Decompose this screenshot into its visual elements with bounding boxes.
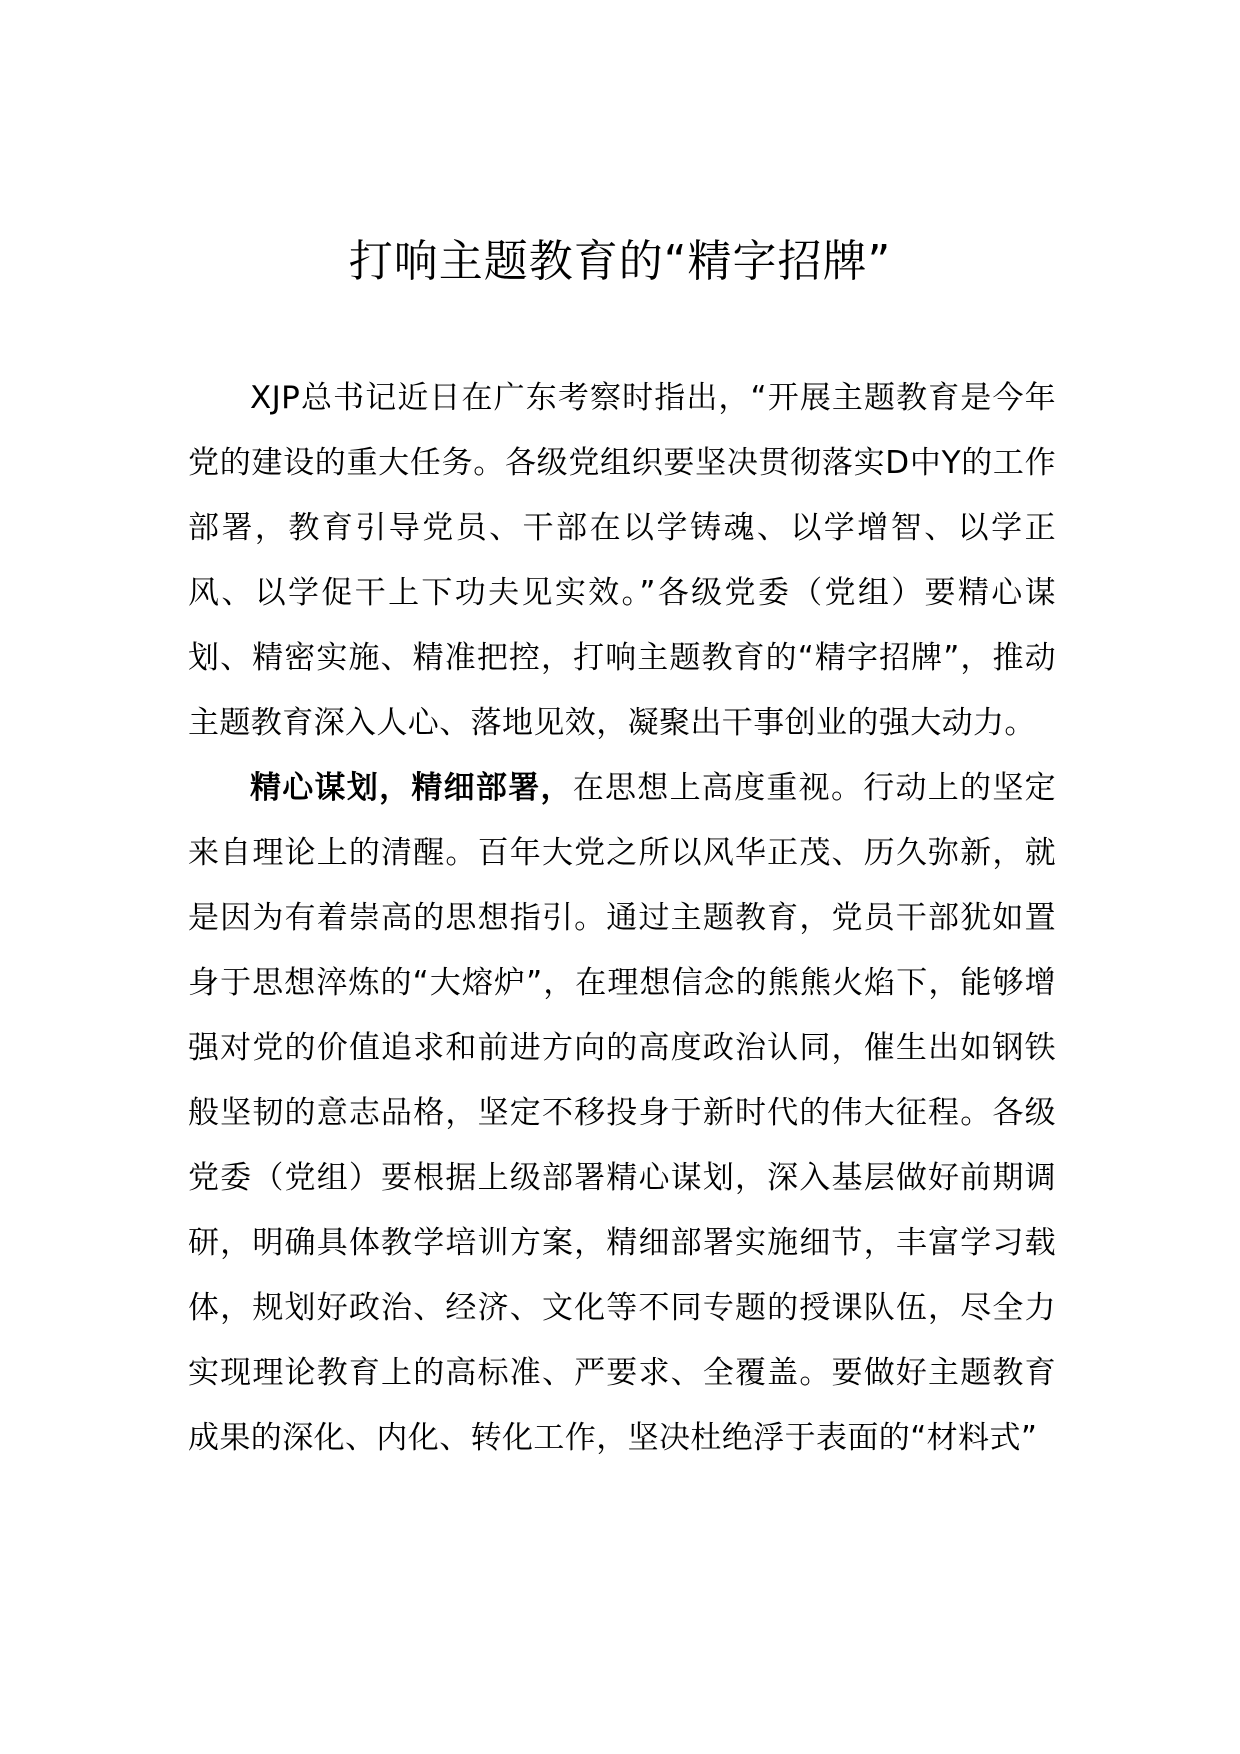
paragraph-1 xyxy=(188,366,1056,756)
paragraph-lead: 精心谋划，精细部署， xyxy=(250,770,573,806)
document-body xyxy=(188,366,1056,1471)
document-title: 打响主题教育的“精字招牌” xyxy=(348,236,892,287)
paragraph-text: 在思想上高度重视。行动上的坚定来自理论上的清醒。百年大党之所以风华正茂、历久弥新，就是因为有着崇高的思想指引。通过主题教育，党员干部犹如置身于思想淬炼的“大熔炉”，在理想信念的熊熊火焰下，能够增强对党的价值追求和前进方向的高度政治认同，催生出如钢铁般坚韧的意志品格，坚定不移投身于新时代的伟大征程。各级党委（党组）要根据上级部署精心谋划，深入基层做好前期调研，明确具体教学培训方案，精细部署实施细节，丰富学习载体，规划好政治、经济、文化等不同专题的授课队伍，尽全力实现理论教育上的高标准、严要求、全覆盖。要做好主题教育成果的深化、内化、转化工作，坚决杜绝浮于表面的“材料式” xyxy=(188,770,1056,1456)
paragraph-2 xyxy=(188,756,1056,1471)
paragraph-text: XJP总书记近日在广东考察时指出，“开展主题教育是今年党的建设的重大任务。各级党组织要坚决贯彻落实D中Y的工作部署，教育引导党员、干部在以学铸魂、以学增智、以学正风、以学促干上下功夫见实效。”各级党委（党组）要精心谋划、精密实施、精准把控，打响主题教育的“精字招牌”，推动主题教育深入人心、落地见效，凝聚出干事创业的强大动力。 xyxy=(188,380,1056,741)
